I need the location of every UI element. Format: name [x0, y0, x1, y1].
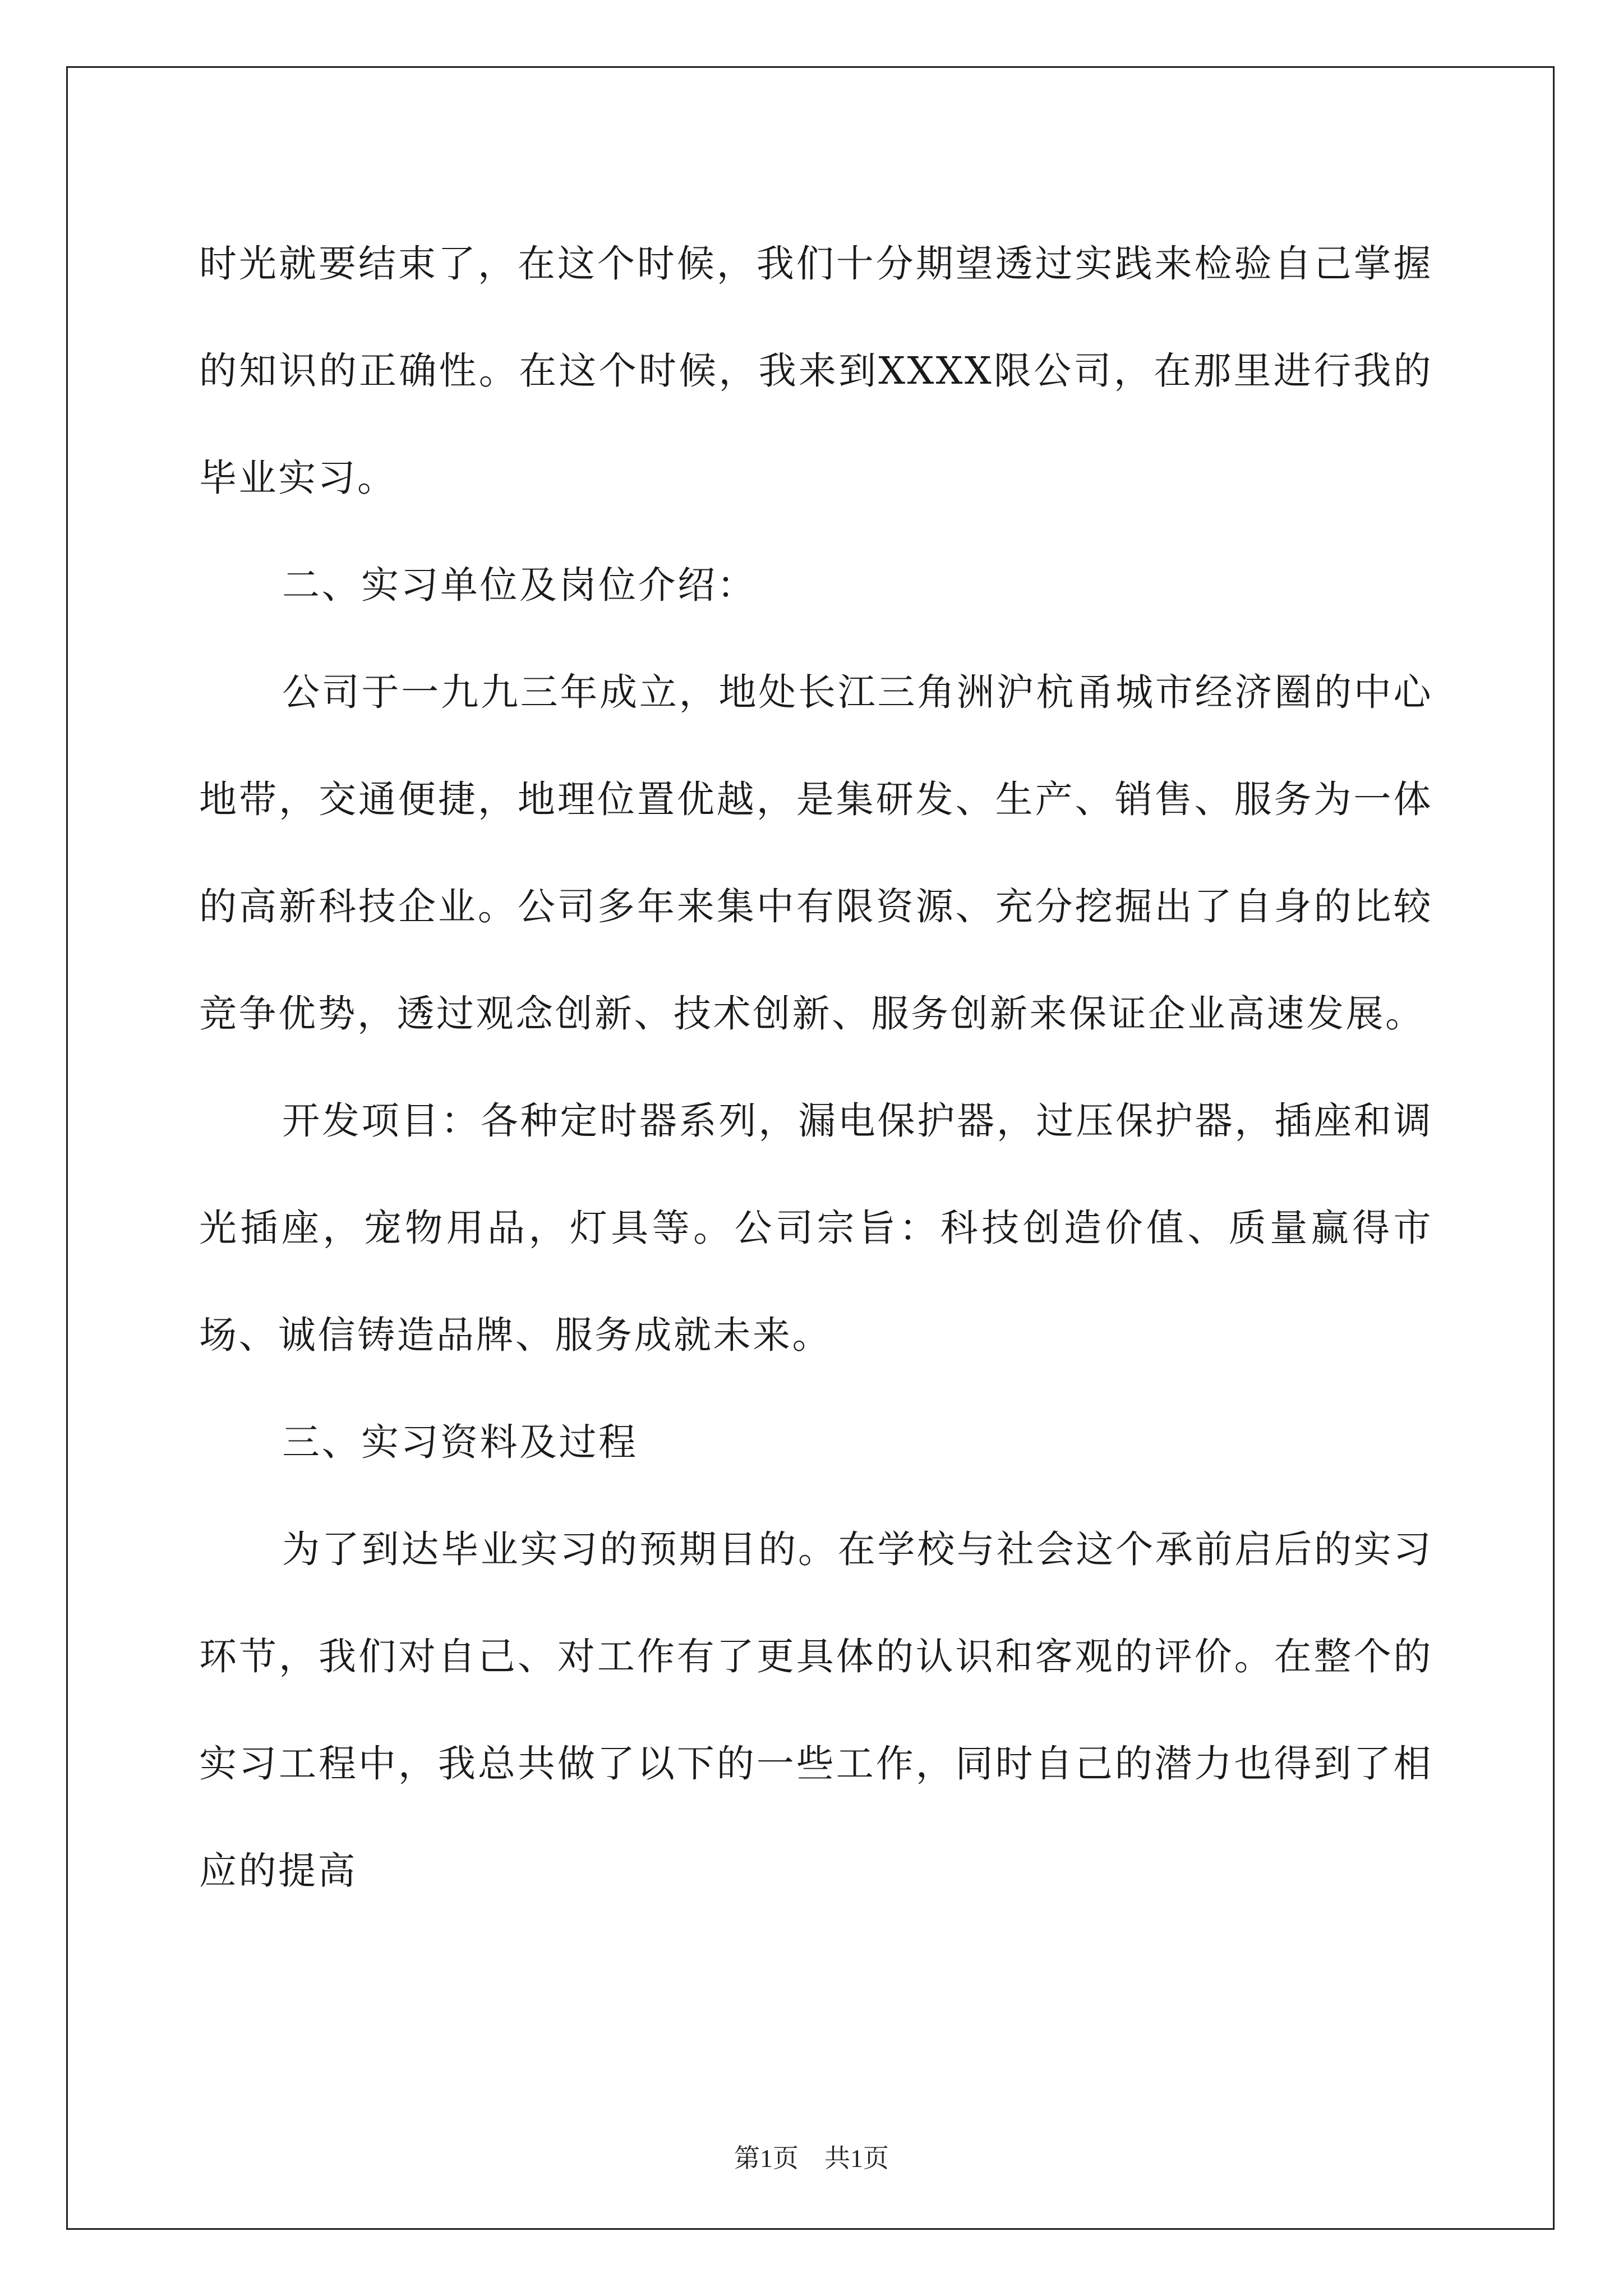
paragraph-process: 为了到达毕业实习的预期目的。在学校与社会这个承前启后的实习环节，我们对自己、对工作有了更具体的认识和客观的评价。在整个的实习工程中，我总共做了以下的一些工作，同时自己的潜力也得到了相应的提高 — [199, 1527, 1433, 1893]
paragraph-intro: 时光就要结束了，在这个时候，我们十分期望透过实践来检验自己掌握的知识的正确性。在这个时候，我来到XXXX限公司，在那里进行我的毕业实习。 — [199, 242, 1433, 500]
section-heading-process: 三、实习资料及过程 — [282, 1420, 638, 1464]
page-number: 第1页 — [734, 2144, 799, 2173]
paragraph-company: 公司于一九九三年成立，地处长江三角洲沪杭甬城市经济圈的中心地带，交通便捷，地理位置优越，是集研发、生产、销售、服务为一体的高新科技企业。公司多年来集中有限资源、充分挖掘出了自身的比较竞争优势，透过观念创新、技术创新、服务创新来保证企业高速发展。 — [199, 670, 1433, 1036]
page-footer — [0, 2142, 1623, 2175]
paragraph-projects: 开发项目：各种定时器系列，漏电保护器，过压保护器，插座和调光插座，宠物用品，灯具等。公司宗旨：科技创造价值、质量赢得市场、诚信铸造品牌、服务成就未来。 — [199, 1099, 1433, 1357]
document-body — [199, 210, 1433, 1925]
section-heading-unit: 二、实习单位及岗位介绍： — [282, 563, 757, 607]
page-total: 共1页 — [824, 2144, 889, 2173]
